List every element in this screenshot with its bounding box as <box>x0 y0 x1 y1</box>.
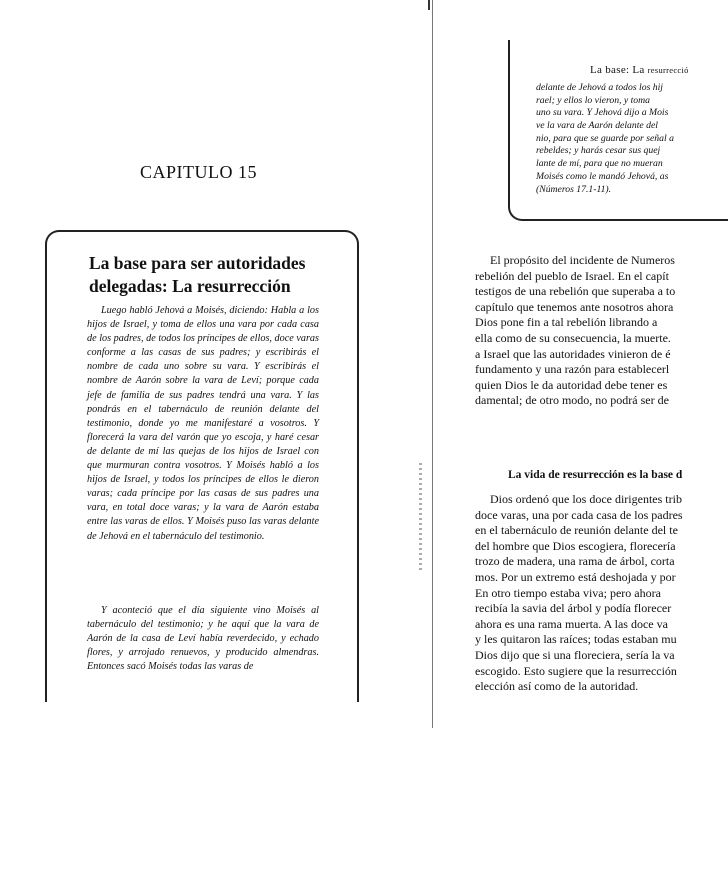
running-header-end: resurrecció <box>647 65 689 75</box>
text-line: escogido. Esto sugiere que la resurrección <box>475 663 677 678</box>
text-line: recibía la savia del árbol y podía florecer <box>475 601 672 616</box>
text-line: lante de mí, para que no mueran <box>536 158 663 170</box>
text-line: Moisés como le mandó Jehová, as <box>536 170 669 182</box>
text-line: fundamento y una razón para establecerl <box>475 362 670 377</box>
text-line: a Israel que las autoridades vinieron de é <box>475 346 671 361</box>
text-line: en el tabernáculo de reunión delante del te <box>475 523 678 538</box>
text-line: mos. Por un extremo está deshojada y por <box>475 569 676 584</box>
chapter-heading: CAPITULO 15 <box>140 162 257 182</box>
text-line: damental; de otro modo, no podrá ser de <box>475 393 669 408</box>
scripture-quote <box>536 82 728 196</box>
text-line: nio, para que se guarde por señal a <box>536 132 674 144</box>
running-header-start: La base: La <box>590 64 648 76</box>
chapter-title-box <box>45 230 359 702</box>
body-paragraph <box>475 253 728 409</box>
body-paragraph <box>475 492 728 695</box>
text-line: uno su vara. Y Jehová dijo a Mois <box>536 107 669 119</box>
text-line: elección así como de la autoridad. <box>475 679 639 694</box>
text-line: quien Dios le da autoridad debe tener es <box>475 377 668 392</box>
text-line: El propósito del incidente de Numeros <box>475 253 675 267</box>
text-line: Dios dijo que si una floreciera, sería la va <box>475 647 675 662</box>
text-line: ahora es una rama muerta. A las doce va <box>475 616 668 631</box>
scripture-paragraph: Luego habló Jehová a Moisés, diciendo: Habla a los hijos de Israel, y toma de ellos una vara por cada casa de los padres, de todos los príncipes de ellos, doce varas conforme a las casas de sus padres; y escribirás el nombre de cada uno sobre su vara. Y escribirás el nombre de Aarón sobre la vara de Leví; porque cada jefe de familia de sus padres tendrá una vara. Y las pondrás en el tabernáculo de reunión delante del testimonio, donde yo me manifestaré a vosotros. Y florecerá la vara del varón que yo escoja, y haré cesar de delante de mí las quejas de los hijos de Israel con que murmuran contra vosotros. Y Moisés habló a los hijos de Israel, y todos los príncipes de ellos le dieron varas; cada príncipe por las casas de sus padres una vara, en total doce varas; y la vara de Aarón estaba entre las varas de ellos. Y Moisés puso las varas delante de Jehová en el tabernáculo del testimonio. <box>87 305 319 542</box>
text-line: rebelión del pueblo de Israel. En el capít <box>475 268 669 283</box>
text-line: Dios ordenó que los doce dirigentes trib <box>475 492 682 506</box>
spine-tick-mark <box>428 0 438 10</box>
text-line: capítulo que tenemos ante nosotros ahora <box>475 299 674 314</box>
text-line: testigos de una rebelión que superaba a to <box>475 284 676 299</box>
text-line: rael; y ellos lo vieron, y toma <box>536 94 650 106</box>
text-line: y les quitaron las raíces; todas estaban mu <box>475 632 677 647</box>
text-line: doce varas, una por cada casa de los padres <box>475 507 683 522</box>
text-line: En otro tiempo estaba viva; pero ahora <box>475 585 661 600</box>
scan-artifact <box>419 463 422 573</box>
text-line: delante de Jehová a todos los hij <box>536 82 663 93</box>
text-line: del hombre que Dios escogiera, florecería <box>475 538 676 553</box>
section-heading: La vida de resurrección es la base d <box>508 469 683 481</box>
text-line: (Números 17.1-11). <box>536 183 612 195</box>
text-line: ella como de su consecuencia, la muerte. <box>475 330 671 345</box>
text-line: ve la vara de Aarón delante del <box>536 120 658 132</box>
text-line: Dios pone fin a tal rebelión librando a <box>475 315 658 330</box>
chapter-title: La base para ser autoridades delegadas: La resurrección <box>89 253 306 296</box>
text-line: trozo de madera, una rama de árbol, corta <box>475 554 675 569</box>
book-spine-line <box>432 0 433 728</box>
scripture-paragraph: Y aconteció que el día siguiente vino Moisés al tabernáculo del testimonio; y he aquí que la vara de Aarón de la casa de Leví había reverdecido, y echado flores, y arrojado renuevos, y producido almendras. Entonces sacó Moisés todas las varas de <box>87 605 319 673</box>
text-line: rebeldes; y harás cesar sus quej <box>536 145 661 157</box>
